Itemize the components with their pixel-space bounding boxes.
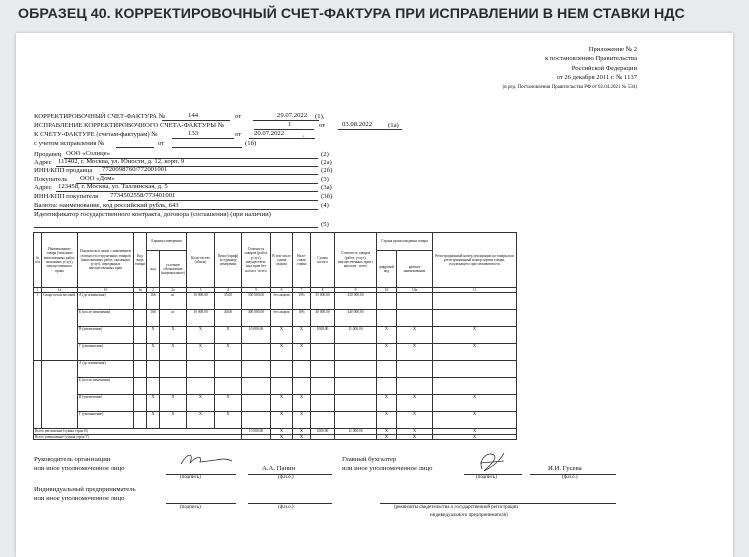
x-mark: X	[293, 429, 311, 434]
row-label-increase: В (увеличение)	[78, 327, 134, 344]
currency-label: Валюта: наименование, код российский рубль, 643	[34, 202, 179, 209]
ot-label: от	[235, 113, 242, 120]
header-cell: Показатели в связи с изменением стоимости отгруженных товаров (выполненных работ, оказанных услуг), переданных имущественных прав	[78, 233, 134, 288]
column-number: 1а	[42, 288, 78, 293]
x-mark: X	[293, 395, 311, 412]
appendix-line: Российской Федерации	[571, 64, 637, 72]
x-mark: X	[215, 395, 242, 412]
registration-caption: (реквизиты свидетельства о государственной регистрации	[394, 505, 518, 510]
fio-caption: (ф.и.о.)	[562, 475, 578, 480]
accountant-name: И.И. Гусева	[548, 465, 582, 472]
x-mark: X	[160, 395, 187, 412]
fio-caption: (ф.и.о.)	[278, 475, 294, 480]
header-cell: код	[147, 251, 160, 288]
invoice-date: 29.07.2022	[277, 112, 308, 119]
column-number: 1в	[134, 288, 147, 293]
row-label-decrease: Г (уменьшение)	[78, 412, 134, 429]
x-mark: X	[147, 327, 160, 344]
ip-label: или иное уполномоченное лицо	[34, 495, 125, 502]
buyer-inn-value: 7734502558/773401001	[110, 192, 176, 199]
ot-label: от	[319, 122, 326, 129]
header-cell: Цена (тариф) за единицу измерения	[215, 233, 242, 288]
podpis-caption: (подпись)	[180, 505, 201, 510]
header-cell: Код вида товара	[134, 233, 147, 288]
x-mark: X	[147, 395, 160, 412]
total-total: 11 000,00	[335, 429, 377, 434]
header-cell: Стоимость товаров (работ, услуг), имуществен-ных прав без налога - всего	[242, 233, 271, 288]
cell-code: 166	[147, 293, 160, 310]
cell-tax: 35 000,00	[311, 293, 335, 310]
seller-inn-code: (2б)	[321, 167, 333, 174]
x-mark: X	[433, 395, 517, 412]
x-mark: X	[160, 327, 187, 344]
total-sum: 10 000,00	[242, 429, 271, 434]
table-row	[34, 378, 517, 395]
header-cell: Стоимость товаров (работ, услуг), имущественных прав с налогом - всего	[335, 233, 377, 288]
x-mark: X	[377, 395, 397, 412]
signature-accountant-icon	[474, 449, 510, 475]
cell-sum: 10 000,00	[242, 327, 271, 344]
x-mark: X	[377, 344, 397, 361]
x-mark: X	[433, 434, 517, 439]
seller-address-value: 111402, г. Москва, ул. Юности, д. 12, корп. 9	[58, 158, 185, 165]
ip-label: Индивидуальный предприниматель	[34, 486, 136, 493]
currency-code: (4)	[321, 202, 329, 209]
x-mark: X	[397, 434, 433, 439]
buyer-label: Покупатель	[34, 176, 68, 183]
with-fix-label: с учетом исправления №	[34, 140, 105, 147]
registration-caption: индивидуального предпринимателя)	[430, 513, 508, 518]
x-mark: X	[215, 327, 242, 344]
seller-inn-value: 7720098760/772001001	[102, 166, 168, 173]
page-title: ОБРАЗЕЦ 40. КОРРЕКТИРОВОЧНЫЙ СЧЕТ-ФАКТУРА ПРИ ИСПРАВЛЕНИИ В НЕМ СТАВКИ НДС	[18, 6, 685, 22]
head-label: Руководитель организации	[34, 456, 111, 463]
appendix-line: (в ред. Постановления Правительства РФ от 02.04.2021 № 534)	[502, 84, 637, 90]
cell-unit: кг	[160, 310, 187, 327]
x-mark: X	[187, 412, 215, 429]
x-mark: X	[271, 327, 293, 344]
seller-value: ООО «Солнце»	[66, 150, 111, 157]
column-number: 11	[433, 288, 517, 293]
x-mark: X	[293, 327, 311, 344]
column-number: 3	[187, 288, 215, 293]
table-row	[34, 344, 517, 361]
x-mark: X	[397, 429, 433, 434]
invoice-label: КОРРЕКТИРОВОЧНЫЙ СЧЕТ-ФАКТУРА №	[34, 113, 166, 120]
cell-excise: без акциза	[271, 310, 293, 327]
item-name: Сахар-песок весовой	[42, 293, 78, 361]
ot-label: от	[235, 131, 242, 138]
cell-tax: 1000,00	[311, 327, 335, 344]
accountant-label: или иное уполномоченное лицо	[342, 465, 433, 472]
invoice-document	[16, 33, 733, 557]
column-number: 1	[34, 288, 42, 293]
accountant-label: Главный бухгалтер	[342, 456, 397, 463]
cell-sum: 350 000,00	[242, 293, 271, 310]
cell-qty: 10 000,00	[187, 310, 215, 327]
column-number: 9	[335, 288, 377, 293]
cell-unit: кг	[160, 293, 187, 310]
total-tax: 1000,00	[311, 429, 335, 434]
cell-tax: 40 000,00	[311, 310, 335, 327]
invoice-table	[33, 232, 517, 440]
seller-inn-label: ИНН/КПП продавца	[34, 167, 93, 174]
base-label: К СЧЕТУ-ФАКТУРЕ (счетам-фактурам) №	[34, 131, 158, 138]
x-mark: X	[215, 412, 242, 429]
x-mark: X	[271, 412, 293, 429]
header-cell: Страна происхождения товара	[377, 233, 433, 251]
total-decrease-label: Всего уменьшение (сумма строк Г)	[34, 434, 242, 439]
x-mark: X	[271, 344, 293, 361]
header-cell: В том числе сумма акциза	[271, 233, 293, 288]
head-label: или иное уполномоченное лицо	[34, 465, 125, 472]
cell-excise: без акциза	[271, 293, 293, 310]
cell-total: 440 000,00	[335, 310, 377, 327]
column-number: 5	[242, 288, 271, 293]
x-mark: X	[397, 412, 433, 429]
header-cell: краткое наименование	[397, 251, 433, 288]
fix-label: ИСПРАВЛЕНИЕ КОРРЕКТИРОВОЧНОГО СЧЕТА-ФАКТУРЫ №	[34, 122, 225, 129]
seller-code: (2)	[321, 151, 329, 158]
appendix-line: Приложение № 2	[588, 46, 637, 53]
x-mark: X	[377, 412, 397, 429]
with-fix-code: (1б)	[245, 140, 257, 147]
x-mark: X	[293, 412, 311, 429]
x-mark: X	[377, 327, 397, 344]
x-mark: X	[147, 344, 160, 361]
seller-label: Продавец	[34, 151, 62, 158]
table-row	[34, 293, 517, 310]
header-cell: Нало-говая ставка	[293, 233, 311, 288]
fix-code: (1а)	[388, 122, 399, 129]
header-cell: Регистрационный номер декларации на товары или регистрационный номер партии товара, подлежащего прослеживаемости	[433, 233, 517, 288]
x-mark: X	[433, 327, 517, 344]
x-mark: X	[293, 344, 311, 361]
column-number: 10	[377, 288, 397, 293]
cell-rate: 18%	[293, 310, 311, 327]
seller-address-code: (2а)	[321, 159, 332, 166]
buyer-inn-code: (3б)	[321, 193, 333, 200]
base-comma: ,	[303, 131, 305, 138]
x-mark: X	[397, 327, 433, 344]
table-row	[34, 361, 517, 378]
table-row	[34, 310, 517, 327]
invoice-number: 144	[188, 112, 199, 119]
x-mark: X	[160, 344, 187, 361]
seller-address-label: Адрес	[34, 159, 52, 166]
base-date: 20.07.2022	[254, 130, 285, 137]
column-number: 10а	[397, 288, 433, 293]
x-mark: X	[433, 412, 517, 429]
header-cell: Сумма налога	[311, 233, 335, 288]
cell-code: 166	[147, 310, 160, 327]
x-mark: X	[187, 327, 215, 344]
cell-qty: 10 000,00	[187, 293, 215, 310]
column-number: 7	[293, 288, 311, 293]
podpis-caption: (подпись)	[180, 475, 201, 480]
invoice-code: (1),	[315, 113, 325, 120]
buyer-value: ООО «Дом»	[80, 175, 115, 182]
ot-label: от	[158, 140, 165, 147]
x-mark: X	[397, 395, 433, 412]
x-mark: X	[187, 395, 215, 412]
x-mark: X	[215, 344, 242, 361]
buyer-address-code: (3а)	[321, 184, 332, 191]
gov-contract-code: (5)	[321, 221, 329, 228]
buyer-address-label: Адрес	[34, 184, 52, 191]
fio-caption: (ф.и.о.)	[278, 505, 294, 510]
x-mark: X	[377, 429, 397, 434]
table-row	[34, 395, 517, 412]
x-mark: X	[160, 412, 187, 429]
row-label-increase: В (увеличение)	[78, 395, 134, 412]
appendix-line: от 26 декабря 2011 г. № 1137	[556, 74, 637, 82]
x-mark: X	[433, 429, 517, 434]
base-number: 133	[188, 130, 199, 137]
signature-head-icon	[176, 449, 236, 471]
x-mark: X	[433, 344, 517, 361]
x-mark: X	[397, 344, 433, 361]
total-increase-label: Всего увеличение (сумма строк В)	[34, 429, 242, 434]
fix-date: 03.08.2022	[342, 121, 373, 128]
table-row	[34, 412, 517, 429]
header-cell: условное обозначение (национальное)	[160, 251, 187, 288]
row-label-after: Б (после изменения)	[78, 310, 134, 327]
column-number: 4	[215, 288, 242, 293]
appendix-block	[503, 45, 637, 92]
column-number: 6	[271, 288, 293, 293]
column-number: 2	[147, 288, 160, 293]
x-mark: X	[271, 434, 293, 439]
buyer-code: (3)	[321, 176, 329, 183]
row-number: 1	[34, 293, 42, 361]
header-cell: Коли-чество (объем)	[187, 233, 215, 288]
table-row	[34, 327, 517, 344]
cell-price: 40,00	[215, 310, 242, 327]
head-name: А.А. Панин	[262, 465, 296, 472]
cell-price: 35,00	[215, 293, 242, 310]
column-number: 2а	[160, 288, 187, 293]
x-mark: X	[377, 434, 397, 439]
row-label-after: Б (после изменения)	[78, 378, 134, 395]
total-row	[34, 434, 517, 439]
cell-total: 420 000,00	[335, 293, 377, 310]
header-cell: цифровой код	[377, 251, 397, 288]
x-mark: X	[271, 429, 293, 434]
row-label-decrease: Г (уменьшение)	[78, 344, 134, 361]
fix-number: 1	[288, 121, 292, 128]
podpis-caption: (подпись)	[476, 475, 497, 480]
column-number: 8	[311, 288, 335, 293]
buyer-address-value: 123458, г. Москва, ул. Таллинская, д. 5	[58, 183, 168, 190]
appendix-line: к постановлению Правительства	[545, 55, 637, 63]
column-number: 1б	[78, 288, 134, 293]
buyer-inn-label: ИНН/КПП покупателя	[34, 193, 99, 200]
row-label-before: А (до изменения)	[78, 293, 134, 310]
row-label-before: А (до изменения)	[78, 361, 134, 378]
x-mark: X	[293, 434, 311, 439]
x-mark: X	[271, 395, 293, 412]
header-cell: № п/п	[34, 233, 42, 288]
header-cell: Единица измерения	[147, 233, 187, 251]
cell-total: 11 000,00	[335, 327, 377, 344]
cell-sum: 400 000,00	[242, 310, 271, 327]
cell-rate: 10%	[293, 293, 311, 310]
header-cell: Наименование товара (описание выполненных работ, оказанных услуг), имущественного права	[42, 233, 78, 288]
gov-contract-label: Идентификатор государственного контракта, договора (соглашения) (при наличии)	[34, 211, 271, 218]
x-mark: X	[187, 344, 215, 361]
x-mark: X	[147, 412, 160, 429]
